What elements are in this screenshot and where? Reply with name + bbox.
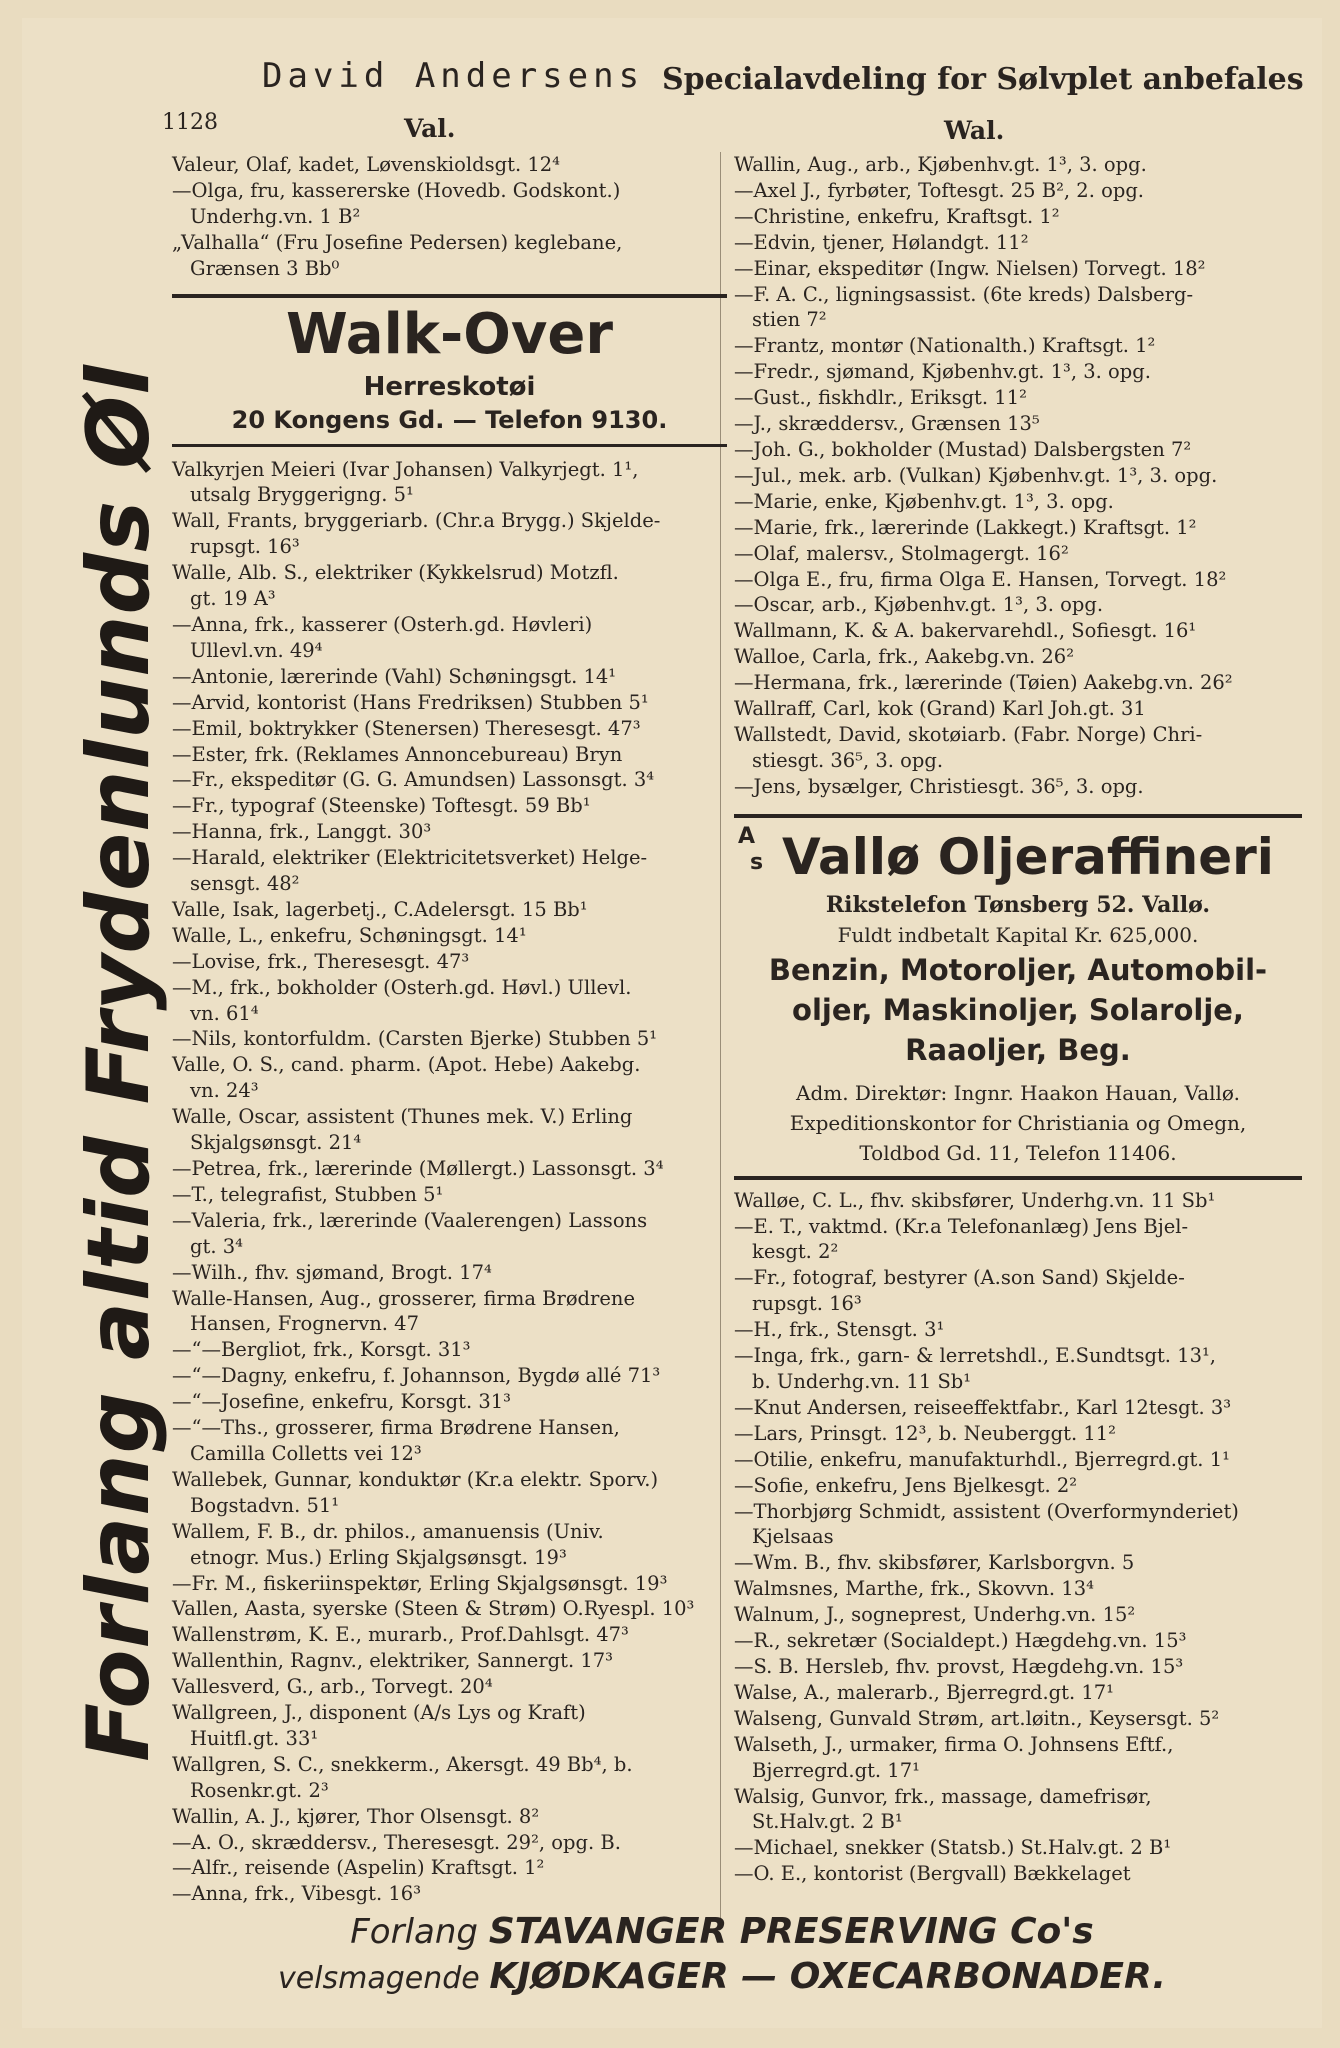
entry-line: —Oscar, arb., Kjøbenhv.gt. 1³, 3. opg. — [734, 593, 1104, 617]
entry-line: sensgt. 48² — [190, 872, 300, 896]
footer-line-1 — [162, 1910, 1282, 1954]
directory-page — [22, 18, 1322, 2028]
directory-entry — [172, 1700, 727, 1752]
directory-entry — [712, 1602, 1302, 1628]
entry-line: Camilla Colletts vei 12³ — [190, 1441, 422, 1465]
directory-entry — [712, 463, 1302, 489]
directory-entry — [712, 1861, 1302, 1887]
directory-entry — [172, 1830, 727, 1856]
directory-entry — [172, 152, 727, 178]
directory-entry — [712, 774, 1302, 800]
footer-line-2-products: KJØDKAGER — OXECARBONADER. — [489, 1956, 1167, 1997]
directory-entry — [172, 1286, 727, 1338]
directory-entry — [712, 696, 1302, 722]
entry-line: Bogstadvn. 51¹ — [190, 1493, 340, 1517]
entry-line: —Gust., fiskhdlr., Eriksgt. 11² — [734, 386, 1027, 410]
directory-entry — [712, 437, 1302, 463]
directory-entry — [712, 1680, 1302, 1706]
entry-line: —Anna, frk., Vibesgt. 16³ — [172, 1882, 422, 1906]
directory-entry — [172, 457, 727, 509]
directory-entry — [712, 230, 1302, 256]
directory-entry — [172, 1389, 727, 1415]
entry-line: —O. E., kontorist (Bergvall) Bækkelaget — [734, 1862, 1131, 1886]
entry-line: Wallebek, Gunnar, konduktør (Kr.a elektr. Sporv.) — [172, 1467, 659, 1491]
vallo-capital: Fuldt indbetalt Kapital Kr. 625,000. — [837, 922, 1199, 947]
entry-line: Huitfl.gt. 33¹ — [190, 1726, 319, 1750]
entry-line: —R., sekretær (Socialdept.) Hægdehg.vn. 15³ — [734, 1629, 1187, 1653]
directory-entry — [712, 489, 1302, 515]
entry-line: —Wm. B., fhv. skibsfører, Karlsborgvn. 5 — [734, 1551, 1135, 1575]
entry-line: —Antonie, lærerinde (Vahl) Schøningsgt. 14¹ — [172, 664, 617, 688]
vallo-title: Vallø Oljeraffineri — [782, 827, 1274, 886]
entry-line: Walsig, Gunvor, frk., massage, damefrisør, — [734, 1784, 1152, 1808]
directory-entry — [172, 664, 727, 690]
entry-line: gt. 3⁴ — [190, 1234, 243, 1258]
entry-line: —Lovise, frk., Theresesgt. 47³ — [172, 949, 470, 973]
directory-entry — [712, 644, 1302, 670]
vallo-director: Adm. Direktør: Ingnr. Haakon Hauan, Vallø. — [796, 1080, 1240, 1105]
entry-line: Skjalgsønsgt. 21⁴ — [190, 1131, 362, 1155]
directory-entry — [712, 359, 1302, 385]
directory-entry — [712, 178, 1302, 204]
entry-line: —Ester, frk. (Reklames Annoncebureau) Bryn — [172, 742, 623, 766]
directory-entry — [172, 1026, 727, 1052]
entry-line: —Fr., typograf (Steenske) Toftesgt. 59 Bb¹ — [172, 794, 591, 818]
page-header — [22, 18, 1322, 148]
directory-entry — [172, 923, 727, 949]
directory-entry — [172, 949, 727, 975]
directory-entry — [172, 1752, 727, 1804]
entry-line: —Fredr., sjømand, Kjøbenhv.gt. 1³, 3. opg. — [734, 360, 1151, 384]
directory-entry — [712, 1550, 1302, 1576]
directory-entry — [712, 385, 1302, 411]
footer-line-1-brand: STAVANGER PRESERVING Co's — [488, 1911, 1094, 1952]
directory-entry — [712, 567, 1302, 593]
entry-line: Wall, Frants, bryggeriarb. (Chr.a Brygg.) Skjelde- — [172, 509, 661, 533]
directory-entry — [172, 1855, 727, 1881]
directory-entry — [712, 1784, 1302, 1836]
entry-line: Walmsnes, Marthe, frk., Skovvn. 13⁴ — [734, 1577, 1094, 1601]
directory-entry — [712, 1499, 1302, 1551]
vallo-office-line: Expeditionskontor for Christiania og Omegn, — [789, 1110, 1247, 1135]
entry-line: Walle, Alb. S., elektriker (Kykkelsrud) Motzfl. — [172, 561, 619, 585]
directory-entry — [172, 560, 727, 612]
directory-entry — [712, 1317, 1302, 1343]
entry-line: stien 7² — [752, 308, 827, 332]
entry-line: Walloe, Carla, frk., Aakebg.vn. 26² — [734, 645, 1075, 669]
vallo-as-top: A — [738, 823, 756, 849]
entry-line: rupsgt. 16³ — [190, 535, 300, 559]
entry-line: —Anna, frk., kasserer (Osterh.gd. Høvleri) — [172, 612, 593, 636]
directory-entry — [172, 508, 727, 560]
right-column — [712, 152, 1302, 1887]
directory-entry — [172, 1648, 727, 1674]
entry-line: Walle-Hansen, Aug., grosserer, firma Brødrene — [172, 1286, 636, 1310]
entry-line: —Jul., mek. arb. (Vulkan) Kjøbenhv.gt. 1³, 3. opg. — [734, 463, 1218, 487]
entry-line: —Olaf, malersv., Stolmagergt. 16² — [734, 541, 1069, 565]
directory-entry — [712, 282, 1302, 334]
entry-line: —Knut Andersen, reiseeffektfabr., Karl 12tesgt. 3³ — [734, 1395, 1232, 1419]
entry-line: —E. T., vaktmd. (Kr.a Telefonanlæg) Jens Bjel- — [734, 1214, 1189, 1238]
entry-line: —Frantz, montør (Nationalth.) Kraftsgt. 1² — [734, 334, 1156, 358]
entry-line: —Sofie, enkefru, Jens Bjelkesgt. 2² — [734, 1473, 1078, 1497]
entry-line: Wallin, Aug., arb., Kjøbenhv.gt. 1³, 3. opg. — [734, 153, 1147, 176]
directory-entry — [712, 592, 1302, 618]
entry-line: utsalg Bryggerigng. 5¹ — [190, 483, 414, 507]
directory-entry — [172, 819, 727, 845]
entry-line: —“—Bergliot, frk., Korsgt. 31³ — [172, 1338, 471, 1362]
entry-line: —Arvid, kontorist (Hans Fredriksen) Stubben 5¹ — [172, 690, 649, 714]
entry-line: —Hanna, frk., Langgt. 30³ — [172, 820, 432, 844]
directory-entry — [172, 897, 727, 923]
vallo-product-line: Benzin, Motoroljer, Automobil- — [768, 952, 1268, 987]
directory-entry — [172, 1363, 727, 1389]
directory-entry — [172, 690, 727, 716]
entry-line: —Fr., ekspeditør (G. G. Amundsen) Lassonsgt. 3⁴ — [172, 768, 655, 792]
entry-line: —Einar, ekspeditør (Ingw. Nielsen) Torvegt. 18² — [734, 256, 1206, 280]
entry-line: St.Halv.gt. 2 B¹ — [752, 1810, 903, 1834]
directory-entry — [172, 1881, 727, 1907]
entry-line: Valkyrjen Meieri (Ivar Johansen) Valkyrjegt. 1¹, — [172, 457, 639, 481]
entry-line: —M., frk., bokholder (Osterh.gd. Høvl.) Ullevl. — [172, 975, 632, 999]
directory-entry — [172, 1596, 727, 1622]
directory-entry — [172, 1415, 727, 1467]
entry-line: Underhg.vn. 1 B² — [190, 204, 361, 228]
vallo-product-line: Raaoljer, Beg. — [905, 1032, 1131, 1067]
entry-line: Wallstedt, David, skotøiarb. (Fabr. Norge) Chri- — [734, 722, 1203, 746]
entry-line: —Emil, boktrykker (Stenersen) Theresesgt. 47³ — [172, 716, 641, 740]
directory-entry — [172, 1337, 727, 1363]
vallo-office-line: Toldbod Gd. 11, Telefon 11406. — [859, 1140, 1177, 1165]
directory-entry — [712, 722, 1302, 774]
entry-line: Valle, Isak, lagerbetj., C.Adelersgt. 15 Bb¹ — [172, 897, 588, 921]
directory-entry — [712, 411, 1302, 437]
directory-entry — [172, 845, 727, 897]
sidebar-ad-text: Forlang altid Frydenlunds Øl — [69, 364, 169, 1762]
left-entries-top — [172, 152, 727, 282]
entry-line: —A. O., skræddersv., Theresesgt. 29², opg. B. — [172, 1830, 621, 1854]
entry-line: —Michael, snekker (Statsb.) St.Halv.gt. 2 B¹ — [734, 1836, 1172, 1860]
directory-entry — [712, 1835, 1302, 1861]
directory-entry — [712, 152, 1302, 178]
entry-line: —Olga, fru, kassererske (Hovedb. Godskont.) — [172, 178, 621, 202]
entry-line: Wallenthin, Ragnv., elektriker, Sannergt. 17³ — [172, 1649, 613, 1673]
directory-entry — [712, 1576, 1302, 1602]
page-number: 1128 — [162, 110, 218, 135]
entry-line: Wallmann, K. & A. bakervarehdl., Sofiesgt. 16¹ — [734, 619, 1197, 643]
entry-line: Walle, Oscar, assistent (Thunes mek. V.) Erling — [172, 1105, 633, 1129]
entry-line: Vallen, Aasta, syerske (Steen & Strøm) O.Ryespl. 10³ — [172, 1597, 695, 1621]
entry-line: —T., telegrafist, Stubben 5¹ — [172, 1182, 444, 1206]
entry-line: Wallgren, S. C., snekkerm., Akersgt. 49 Bb⁴, b. — [172, 1752, 633, 1776]
footer-line-2 — [162, 1954, 1282, 2002]
entry-line: —Marie, frk., lærerinde (Lakkegt.) Kraftsgt. 1² — [734, 515, 1197, 539]
footer-line-2-prefix: velsmagende — [277, 1961, 480, 1996]
entry-line: —Nils, kontorfuldm. (Carsten Bjerke) Stubben 5¹ — [172, 1027, 658, 1051]
directory-entry — [172, 1208, 727, 1260]
entry-line: Hansen, Frognervn. 47 — [190, 1312, 419, 1336]
entry-line: Walnum, J., sogneprest, Underhg.vn. 15² — [734, 1603, 1136, 1627]
directory-entry — [712, 1188, 1302, 1214]
entry-line: vn. 24³ — [190, 1079, 259, 1103]
entry-line: Kjelsaas — [752, 1525, 834, 1549]
vallo-advertisement — [734, 814, 1302, 1180]
entry-line: —Olga E., fru, firma Olga E. Hansen, Torvegt. 18² — [734, 567, 1227, 591]
directory-entry — [172, 230, 727, 282]
left-column — [172, 152, 727, 1907]
entry-line: —S. B. Hersleb, fhv. provst, Hægdehg.vn. 15³ — [734, 1654, 1184, 1678]
directory-entry — [172, 1260, 727, 1286]
directory-entry — [172, 793, 727, 819]
entry-line: vn. 61⁴ — [190, 1001, 259, 1025]
entry-line: —Lars, Prinsgt. 12³, b. Neuberggt. 11² — [734, 1421, 1117, 1445]
entry-line: —Jens, bysælger, Christiesgt. 36⁵, 3. opg. — [734, 774, 1144, 798]
entry-line: —“—Dagny, enkefru, f. Johannson, Bygdø allé 71³ — [172, 1364, 661, 1388]
entry-line: Walløe, C. L., fhv. skibsfører, Underhg.vn. 11 Sb¹ — [734, 1188, 1216, 1212]
directory-entry — [712, 1343, 1302, 1395]
entry-line: —“—Josefine, enkefru, Korsgt. 31³ — [172, 1390, 511, 1414]
directory-entry — [712, 1421, 1302, 1447]
entry-line: —Hermana, frk., lærerinde (Tøien) Aakebg.vn. 26² — [734, 671, 1233, 695]
right-entries — [712, 1188, 1302, 1887]
entry-line: —Wilh., fhv. sjømand, Brogt. 17⁴ — [172, 1260, 492, 1284]
directory-entry — [172, 612, 727, 664]
entry-line: Wallenstrøm, K. E., murarb., Prof.Dahlsgt. 47³ — [172, 1623, 629, 1647]
directory-entry — [712, 1706, 1302, 1732]
entry-line: —Edvin, tjener, Hølandgt. 11² — [734, 230, 1029, 254]
vallo-company-form — [738, 824, 763, 876]
entry-line: —F. A. C., ligningsassist. (6te kreds) Dalsberg- — [734, 282, 1194, 306]
directory-entry — [172, 1519, 727, 1571]
directory-entry — [172, 1467, 727, 1519]
entry-line: —Valeria, frk., lærerinde (Vaalerengen) Lassons — [172, 1208, 648, 1232]
vallo-phone: Rikstelefon Tønsberg 52. Vallø. — [825, 891, 1211, 918]
entry-line: —Fr., fotograf, bestyrer (A.son Sand) Skjelde- — [734, 1266, 1185, 1290]
entry-line: Walle, L., enkefru, Schøningsgt. 14¹ — [172, 923, 527, 947]
entry-line: Walseng, Gunvald Strøm, art.løitn., Keysersgt. 5² — [734, 1706, 1220, 1730]
directory-entry — [712, 1654, 1302, 1680]
entry-line: —Christine, enkefru, Kraftsgt. 1² — [734, 204, 1060, 228]
walkover-advertisement — [172, 294, 727, 447]
entry-line: Grænsen 3 Bb⁰ — [190, 256, 340, 280]
header-tagline: Specialavdeling for Sølvplet anbefales — [662, 62, 1304, 97]
directory-entry — [712, 333, 1302, 359]
entry-line: —Inga, frk., garn- & lerretshdl., E.Sundtsgt. 13¹, — [734, 1344, 1217, 1368]
directory-entry — [172, 1052, 727, 1104]
entry-line: —Alfr., reisende (Aspelin) Kraftsgt. 1² — [172, 1856, 545, 1880]
entry-line: —Thorbjørg Schmidt, assistent (Overformynderiet) — [734, 1499, 1239, 1523]
directory-entry — [712, 204, 1302, 230]
entry-line: —Joh. G., bokholder (Mustad) Dalsbergsten 7² — [734, 437, 1192, 461]
entry-line: Rosenkr.gt. 2³ — [190, 1778, 329, 1802]
directory-entry — [712, 1395, 1302, 1421]
directory-entry — [172, 1674, 727, 1700]
walkover-address: 20 Kongens Gd. — Telefon 9130. — [231, 405, 668, 434]
footer-advertisement — [162, 1910, 1282, 2002]
directory-entry — [712, 1214, 1302, 1266]
directory-entry — [172, 1156, 727, 1182]
entry-line: —Harald, elektriker (Elektricitetsverket) Helge- — [172, 846, 648, 870]
directory-entry — [172, 1104, 727, 1156]
directory-entry — [712, 515, 1302, 541]
directory-entry — [172, 1182, 727, 1208]
entry-line: —Petrea, frk., lærerinde (Møllergt.) Lassonsgt. 3⁴ — [172, 1157, 664, 1180]
directory-entry — [712, 1447, 1302, 1473]
entry-line: kesgt. 2² — [752, 1240, 839, 1264]
entry-line: —J., skræddersv., Grænsen 13⁵ — [734, 412, 1040, 436]
directory-entry — [712, 1473, 1302, 1499]
entry-line: —Fr. M., fiskeriinspektør, Erling Skjalgsønsgt. 19³ — [172, 1571, 668, 1595]
entry-line: gt. 19 A³ — [190, 587, 276, 611]
directory-entry — [712, 256, 1302, 282]
entry-line: rupsgt. 16³ — [752, 1292, 862, 1316]
vallo-product-line: oljer, Maskinoljer, Solarolje, — [792, 992, 1244, 1027]
entry-line: stiesgt. 36⁵, 3. opg. — [752, 748, 944, 772]
directory-entry — [712, 1628, 1302, 1654]
directory-entry — [172, 975, 727, 1027]
sidebar-advertisement — [64, 163, 174, 1963]
directory-entry — [712, 1732, 1302, 1784]
directory-entry — [172, 716, 727, 742]
entry-line: —Otilie, enkefru, manufakturhdl., Bjerregrd.gt. 1¹ — [734, 1447, 1230, 1471]
directory-entry — [712, 1265, 1302, 1317]
entry-line: Walseth, J., urmaker, firma O. Johnsens Eftf., — [734, 1732, 1174, 1756]
directory-entry — [712, 541, 1302, 567]
entry-line: Wallem, F. B., dr. philos., amanuensis (Univ. — [172, 1519, 604, 1543]
entry-line: b. Underhg.vn. 11 Sb¹ — [752, 1370, 972, 1393]
entry-line: —“—Ths., grosserer, firma Brødrene Hansen, — [172, 1416, 620, 1440]
right-entries-top — [712, 152, 1302, 800]
directory-entry — [172, 767, 727, 793]
section-label-left: Val. — [404, 114, 456, 143]
directory-entry — [172, 742, 727, 768]
left-entries — [172, 457, 727, 1908]
section-label-right: Wal. — [944, 116, 1005, 145]
header-advertiser-name: David Andersens — [262, 56, 645, 96]
entry-line: Valeur, Olaf, kadet, Løvenskioldsgt. 12⁴ — [172, 153, 560, 176]
footer-line-1-prefix: Forlang — [350, 1912, 478, 1952]
entry-line: Vallesverd, G., arb., Torvegt. 20⁴ — [172, 1675, 493, 1699]
entry-line: Wallin, A. J., kjører, Thor Olsensgt. 8² — [172, 1804, 540, 1828]
entry-line: —H., frk., Stensgt. 3¹ — [734, 1318, 945, 1342]
walkover-title: Walk-Over — [286, 301, 613, 367]
directory-entry — [172, 178, 727, 230]
directory-entry — [712, 670, 1302, 696]
entry-line: —Axel J., fyrbøter, Toftesgt. 25 B², 2. opg. — [734, 178, 1144, 202]
entry-line: etnogr. Mus.) Erling Skjalgsønsgt. 19³ — [190, 1545, 567, 1569]
entry-line: Ullevl.vn. 49⁴ — [190, 638, 323, 662]
directory-entry — [172, 1622, 727, 1648]
directory-entry — [172, 1804, 727, 1830]
entry-line: Wallraff, Carl, kok (Grand) Karl Joh.gt. 31 — [734, 697, 1146, 721]
walkover-subtitle: Herreskotøi — [363, 371, 536, 402]
entry-line: Valle, O. S., cand. pharm. (Apot. Hebe) Aakebg. — [172, 1053, 641, 1077]
entry-line: —Marie, enke, Kjøbenhv.gt. 1³, 3. opg. — [734, 489, 1114, 513]
vallo-as-bottom: s — [750, 849, 764, 875]
entry-line: Walse, A., malerarb., Bjerregrd.gt. 17¹ — [734, 1680, 1115, 1704]
directory-entry — [712, 618, 1302, 644]
entry-line: „Valhalla“ (Fru Josefine Pedersen) keglebane, — [172, 230, 623, 254]
directory-entry — [172, 1571, 727, 1597]
entry-line: Bjerregrd.gt. 17¹ — [752, 1758, 920, 1782]
entry-line: Wallgreen, J., disponent (A/s Lys og Kraft) — [172, 1701, 586, 1725]
